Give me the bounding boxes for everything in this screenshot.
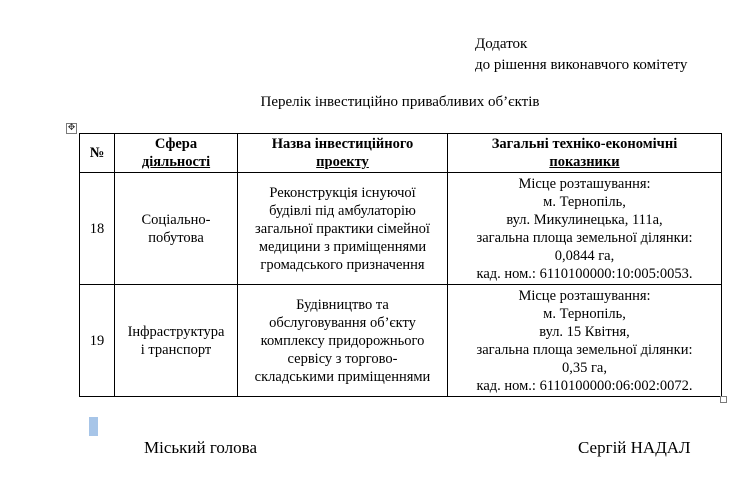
cell-line: громадського призначення xyxy=(260,256,425,273)
cell-line: загальної практики сімейної xyxy=(255,220,430,237)
move-arrows-icon[interactable]: ✥ xyxy=(67,123,76,133)
header-name-line-1: Назва інвестиційного xyxy=(271,136,414,152)
cell-line: Будівництво та xyxy=(296,296,389,313)
cell-line: складськими приміщеннями xyxy=(254,368,431,385)
cell-line: Реконструкція існуючої xyxy=(269,184,416,201)
row-number: 18 xyxy=(80,173,115,285)
annex-line-1: Додаток xyxy=(475,36,528,52)
row-sphere xyxy=(115,285,238,397)
cell-line: Місце розташування: xyxy=(518,176,651,192)
header-sphere xyxy=(115,134,238,173)
table-row xyxy=(80,285,722,397)
row-project-name xyxy=(238,173,448,285)
header-tech-line-1: Загальні техніко-економічні xyxy=(491,136,678,152)
cell-line: Місце розташування: xyxy=(518,288,651,304)
row-project-name xyxy=(238,285,448,397)
row-indicators xyxy=(448,173,722,285)
cell-line: вул. 15 Квітня, xyxy=(539,324,630,340)
table-resize-handle[interactable] xyxy=(720,396,727,403)
header-sphere-line-2: діяльності xyxy=(141,154,211,170)
cell-line: будівлі під амбулаторію xyxy=(269,202,416,219)
header-project-name xyxy=(238,134,448,173)
cell-line: медицини з приміщеннями xyxy=(258,238,427,255)
investment-table xyxy=(79,133,722,397)
text-cursor xyxy=(89,417,98,436)
annex-header xyxy=(475,34,687,76)
header-indicators xyxy=(448,134,722,173)
cell-line: Соціально- xyxy=(141,211,211,228)
signature-name: Сергій НАДАЛ xyxy=(578,438,691,457)
document-title: Перелік інвестиційно привабливих об’єктів xyxy=(260,94,540,110)
cell-line: 0,0844 га, xyxy=(554,248,615,264)
cell-line: м. Тернопіль, xyxy=(543,306,626,322)
header-tech-line-2: показники xyxy=(549,154,620,170)
signature-position: Міський голова xyxy=(144,438,257,457)
row-indicators xyxy=(448,285,722,397)
cell-line: Інфраструктура xyxy=(127,323,225,340)
cell-line: обслуговування об’єкту xyxy=(269,314,416,331)
table-row xyxy=(80,173,722,285)
cell-line: м. Тернопіль, xyxy=(543,194,626,210)
cell-line: вул. Микулинецька, 111а, xyxy=(506,212,663,228)
table-header-row xyxy=(80,134,722,173)
cell-line: і транспорт xyxy=(140,341,212,358)
cell-line: загальна площа земельної ділянки: xyxy=(476,230,693,246)
row-number: 19 xyxy=(80,285,115,397)
cell-line: кад. ном.: 6110100000:10:005:0053. xyxy=(476,266,693,282)
cell-line: комплексу придорожнього xyxy=(260,332,425,349)
cell-line: загальна площа земельної ділянки: xyxy=(476,342,693,358)
cell-line: кад. ном.: 6110100000:06:002:0072. xyxy=(476,378,693,394)
cell-line: 0,35 га, xyxy=(561,360,607,376)
row-sphere xyxy=(115,173,238,285)
cell-line: побутова xyxy=(148,229,204,246)
annex-line-2: до рішення виконавчого комітету xyxy=(475,57,688,73)
header-number: № xyxy=(80,134,115,173)
header-name-line-2: проекту xyxy=(316,154,369,170)
header-sphere-line-1: Сфера xyxy=(154,136,198,152)
cell-line: сервісу з торгово- xyxy=(287,350,398,367)
